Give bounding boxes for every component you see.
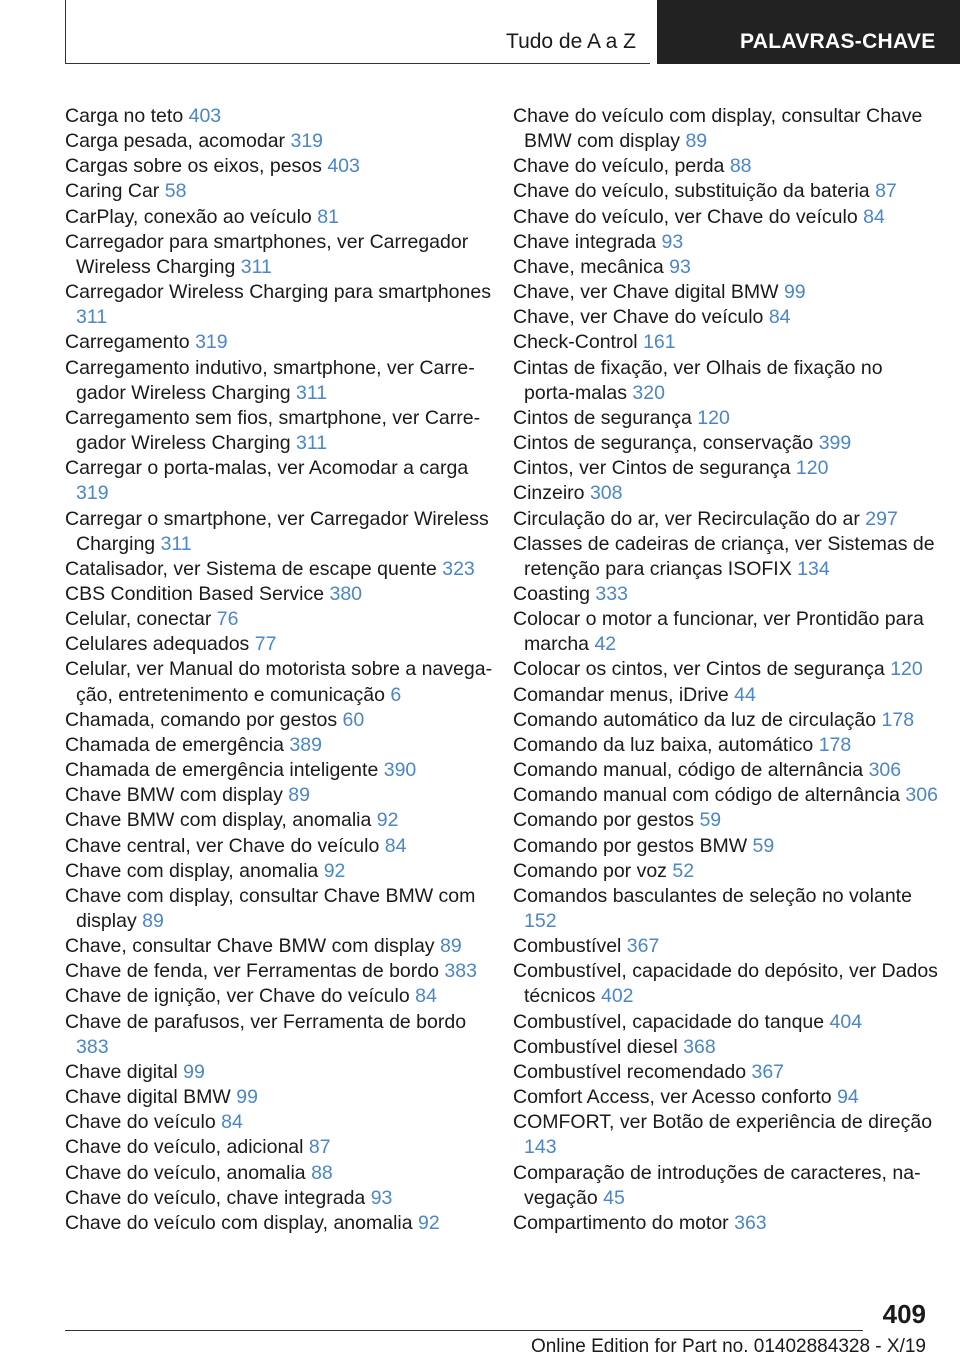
index-entry xyxy=(513,330,938,355)
index-term: Colocar o motor a funcionar, ver Prontidão para marcha xyxy=(513,608,924,656)
page-number: 409 xyxy=(882,1299,926,1329)
page-reference-link[interactable]: 306 xyxy=(868,759,902,782)
index-entry xyxy=(513,934,938,959)
page-reference-link[interactable]: 323 xyxy=(442,557,475,580)
index-entry xyxy=(65,657,495,707)
index-entry xyxy=(513,683,938,708)
index-entry xyxy=(65,129,495,154)
index-entry xyxy=(513,356,938,406)
index-entry xyxy=(65,1135,495,1160)
index-term: Comando manual, código de alternância xyxy=(513,759,864,782)
index-entry xyxy=(65,783,495,808)
section-title: Tudo de A a Z xyxy=(506,30,636,53)
index-term: Cargas sobre os eixos, pesos xyxy=(65,155,322,178)
page-reference-link[interactable]: 383 xyxy=(76,1035,109,1058)
index-entry xyxy=(65,808,495,833)
index-entry xyxy=(65,154,495,179)
index-entry xyxy=(513,154,938,179)
index-term: Comando automático da luz de circulação xyxy=(513,708,877,731)
index-entry xyxy=(513,1211,938,1236)
page-reference-link[interactable]: 6 xyxy=(390,683,402,706)
index-entry xyxy=(65,1161,495,1186)
index-term: Cintos de segurança xyxy=(513,406,692,429)
page-reference-link[interactable]: 319 xyxy=(76,482,109,505)
index-entry xyxy=(65,834,495,859)
page-reference-link[interactable]: 389 xyxy=(289,733,322,756)
page-reference-link[interactable]: 84 xyxy=(768,306,791,329)
page-reference-link[interactable]: 89 xyxy=(685,130,708,153)
page-reference-link[interactable]: 320 xyxy=(632,381,665,404)
page-reference-link[interactable]: 93 xyxy=(661,230,684,253)
index-term: Chave, consultar Chave BMW com display xyxy=(65,935,435,958)
index-entry xyxy=(513,532,938,582)
index-entry xyxy=(513,708,938,733)
page-reference-link[interactable]: 403 xyxy=(188,105,222,127)
index-term: Combustível xyxy=(513,935,622,958)
index-term: Cintos de segurança, conservação xyxy=(513,432,814,455)
index-entry xyxy=(65,959,495,984)
page-reference-link[interactable]: 306 xyxy=(905,784,938,807)
index-entry xyxy=(65,1211,495,1236)
page-reference-link[interactable]: 308 xyxy=(589,482,623,505)
index-term: Carregamento sem fios, smartphone, ver Carregador Wireless Charging xyxy=(65,406,481,455)
index-entry xyxy=(513,733,938,758)
index-term: Chave, ver Chave do veículo xyxy=(513,306,764,329)
index-term: Celular, conectar xyxy=(65,608,212,631)
index-entry xyxy=(513,959,938,1009)
index-entry xyxy=(513,1085,938,1110)
index-term: Circulação do ar, ver Recirculação do ar xyxy=(513,507,860,530)
index-term: Chave do veículo com display, consultar Chave BMW com display xyxy=(513,105,923,153)
index-entry xyxy=(65,179,495,204)
index-term: Chave com display, anomalia xyxy=(65,859,319,882)
page-reference-link[interactable]: 84 xyxy=(863,205,885,228)
index-term: Chave do veículo, chave integrada xyxy=(65,1186,366,1209)
index-term: Chamada de emergência xyxy=(65,733,284,756)
page-reference-link[interactable]: 44 xyxy=(734,683,756,706)
index-term: Carga pesada, acomodar xyxy=(65,130,286,153)
page-reference-link[interactable]: 89 xyxy=(288,784,310,807)
page-reference-link[interactable]: 311 xyxy=(296,381,328,404)
index-term: Comando da luz baixa, automático xyxy=(513,733,814,756)
page-reference-link[interactable]: 99 xyxy=(236,1086,258,1109)
index-term: Combustível diesel xyxy=(513,1035,678,1058)
page-reference-link[interactable]: 178 xyxy=(881,708,915,731)
index-term: Chave de ignição, ver Chave do veículo xyxy=(65,985,410,1008)
index-entry xyxy=(513,834,938,859)
index-term: Combustível recomendado xyxy=(513,1060,747,1083)
index-entry xyxy=(65,758,495,783)
index-entry xyxy=(65,1060,495,1085)
page-reference-link[interactable]: 92 xyxy=(418,1211,440,1234)
index-entry xyxy=(513,481,938,506)
index-entry xyxy=(513,179,938,204)
page-reference-link[interactable]: 60 xyxy=(342,708,365,731)
page-reference-link[interactable]: 81 xyxy=(317,205,339,228)
index-term: Cintos, ver Cintos de segurança xyxy=(513,457,791,480)
index-term: Chave digital BMW xyxy=(65,1086,231,1109)
page-reference-link[interactable]: 84 xyxy=(384,834,407,857)
index-term: Combustível, capacidade do depósito, ver Dados técnicos xyxy=(513,960,938,1008)
index-term: COMFORT, ver Botão de experiência de direção xyxy=(513,1111,933,1134)
index-term: Carregamento xyxy=(65,331,190,354)
index-entry xyxy=(65,406,495,456)
page-header xyxy=(0,0,960,66)
page-reference-link[interactable]: 363 xyxy=(734,1211,767,1234)
page-reference-link[interactable]: 368 xyxy=(683,1035,716,1058)
index-term: Carregamento indutivo, smartphone, ver Carregador Wireless Charging xyxy=(65,356,475,404)
page-reference-link[interactable]: 93 xyxy=(669,255,691,278)
index-entry xyxy=(65,607,495,632)
chapter-tab-label: PALAVRAS-CHAVE xyxy=(740,30,936,53)
index-entry xyxy=(513,1010,938,1035)
index-term: Caring Car xyxy=(65,180,160,203)
index-entry xyxy=(513,305,938,330)
page-reference-link[interactable]: 311 xyxy=(296,432,328,455)
index-term: Catalisador, ver Sistema de escape quente xyxy=(65,557,437,580)
index-term: Carregar o porta-malas, ver Acomodar a carga xyxy=(65,457,469,480)
index-term: Chave do veículo, perda xyxy=(513,155,725,178)
index-term: Chave BMW com display, anomalia xyxy=(65,809,372,832)
page-reference-link[interactable]: 87 xyxy=(875,180,897,203)
page-reference-link[interactable]: 319 xyxy=(195,331,228,354)
index-term: Compartimento do motor xyxy=(513,1211,729,1234)
index-term: Classes de cadeiras de criança, ver Sistemas de retenção para crianças ISOFIX xyxy=(513,532,935,580)
chapter-tab xyxy=(657,0,960,64)
index-term: Celular, ver Manual do motorista sobre a navegação, entretenimento e comunicação xyxy=(65,658,493,706)
index-term: Carregador Wireless Charging para smartphones xyxy=(65,281,491,304)
index-term: Comfort Access, ver Acesso conforto xyxy=(513,1086,832,1109)
index-term: Chave de parafusos, ver Ferramenta de bordo xyxy=(65,1010,467,1033)
index-term: Carregar o smartphone, ver Carregador Wireless Charging xyxy=(65,507,489,555)
index-entry xyxy=(65,456,495,506)
page-reference-link[interactable]: 52 xyxy=(672,859,695,882)
index-term: Chamada de emergência inteligente xyxy=(65,759,379,782)
index-entry xyxy=(513,884,938,934)
index-entry xyxy=(513,657,938,682)
index-entry xyxy=(513,1161,938,1211)
index-term: Check-Control xyxy=(513,331,638,354)
index-entry xyxy=(65,859,495,884)
index-entry xyxy=(65,934,495,959)
index-term: Comando por gestos xyxy=(513,809,695,832)
index-term: Carregador para smartphones, ver Carregador Wireless Charging xyxy=(65,230,469,278)
page-reference-link[interactable]: 77 xyxy=(254,633,277,656)
index-term: Chave do veículo com display, anomalia xyxy=(65,1211,413,1234)
page-reference-link[interactable]: 152 xyxy=(524,910,557,932)
index-term: Chave BMW com display xyxy=(65,784,283,807)
index-entry xyxy=(65,1010,495,1060)
index-term: Carga no teto xyxy=(65,105,184,127)
index-term: Coasting xyxy=(513,582,590,605)
index-term: Colocar os cintos, ver Cintos de segurança xyxy=(513,658,885,681)
index-term: CBS Condition Based Service xyxy=(65,582,325,605)
index-entry xyxy=(513,859,938,884)
index-term: Comando por gestos BMW xyxy=(513,834,748,857)
index-column-right xyxy=(513,104,938,1236)
page-reference-link[interactable]: 92 xyxy=(323,859,346,882)
header-divider-horizontal xyxy=(65,63,650,64)
page-reference-link[interactable]: 89 xyxy=(439,935,462,958)
page-reference-link[interactable]: 367 xyxy=(626,935,660,958)
page-reference-link[interactable]: 161 xyxy=(643,331,676,354)
page-reference-link[interactable]: 58 xyxy=(164,180,187,203)
page-reference-link[interactable]: 93 xyxy=(370,1186,393,1209)
header-divider-vertical xyxy=(65,0,66,64)
page-reference-link[interactable]: 311 xyxy=(240,255,272,278)
index-term: Chave com display, consultar Chave BMW com display xyxy=(65,884,476,932)
page-reference-link[interactable]: 380 xyxy=(329,582,363,605)
index-term: Chave do veículo, anomalia xyxy=(65,1161,306,1184)
page-reference-link[interactable]: 42 xyxy=(594,633,617,656)
page-reference-link[interactable]: 87 xyxy=(308,1136,331,1159)
index-term: Combustível, capacidade do tanque xyxy=(513,1010,825,1033)
index-term: Chamada, comando por gestos xyxy=(65,708,338,731)
page-reference-link[interactable]: 319 xyxy=(290,130,324,153)
page-reference-link[interactable]: 383 xyxy=(444,960,477,983)
index-entry xyxy=(65,582,495,607)
page-reference-link[interactable]: 178 xyxy=(818,733,852,756)
index-entry xyxy=(513,607,938,657)
page-reference-link[interactable]: 59 xyxy=(699,809,722,832)
index-entry xyxy=(513,1035,938,1060)
index-entry xyxy=(513,758,938,783)
index-entry xyxy=(65,632,495,657)
index-entry xyxy=(65,557,495,582)
page-reference-link[interactable]: 94 xyxy=(837,1086,859,1109)
index-entry xyxy=(65,507,495,557)
page-reference-link[interactable]: 88 xyxy=(311,1161,333,1184)
page-reference-link[interactable]: 99 xyxy=(183,1060,205,1083)
index-entry xyxy=(65,356,495,406)
index-term: Chave central, ver Chave do veículo xyxy=(65,834,380,857)
page-reference-link[interactable]: 134 xyxy=(797,557,830,580)
page-reference-link[interactable]: 367 xyxy=(751,1060,785,1083)
index-entry xyxy=(65,708,495,733)
page-reference-link[interactable]: 399 xyxy=(818,432,852,455)
page-reference-link[interactable]: 59 xyxy=(752,834,775,857)
page-reference-link[interactable]: 297 xyxy=(865,507,898,530)
index-entry xyxy=(513,205,938,230)
index-entry xyxy=(65,984,495,1009)
index-entry xyxy=(513,507,938,532)
page-reference-link[interactable]: 404 xyxy=(829,1010,863,1033)
page-reference-link[interactable]: 92 xyxy=(376,809,399,832)
index-term: Comando por voz xyxy=(513,859,667,882)
index-term: Comparação de introduções de caracteres, navegação xyxy=(513,1161,921,1209)
page-reference-link[interactable]: 76 xyxy=(216,608,239,631)
index-entry xyxy=(513,230,938,255)
index-entry xyxy=(65,205,495,230)
index-entry xyxy=(513,104,938,154)
footer-edition-text: Online Edition for Part no. 01402884328 - X/19 xyxy=(530,1336,926,1357)
page-reference-link[interactable]: 120 xyxy=(890,658,923,681)
index-entry xyxy=(513,1110,938,1160)
index-entry xyxy=(65,884,495,934)
page-reference-link[interactable]: 143 xyxy=(524,1136,557,1159)
page-reference-link[interactable]: 333 xyxy=(595,582,628,605)
page-reference-link[interactable]: 84 xyxy=(221,1111,243,1134)
index-entry xyxy=(65,280,495,330)
index-term: Chave integrada xyxy=(513,230,657,253)
index-term: Comandos basculantes de seleção no volante xyxy=(513,884,912,907)
page-reference-link[interactable]: 311 xyxy=(76,306,108,329)
page-reference-link[interactable]: 99 xyxy=(783,281,806,304)
page-reference-link[interactable]: 88 xyxy=(729,155,752,178)
index-entry xyxy=(65,733,495,758)
index-entry xyxy=(513,808,938,833)
index-entry xyxy=(513,1060,938,1085)
index-entry xyxy=(513,783,938,808)
page-reference-link[interactable]: 89 xyxy=(142,910,164,932)
index-term: Cintas de fixação, ver Olhais de fixação no porta-malas xyxy=(513,356,883,404)
index-entry xyxy=(65,1085,495,1110)
index-term: Chave digital xyxy=(65,1060,178,1083)
page-reference-link[interactable]: 311 xyxy=(160,532,192,555)
index-term: Chave de fenda, ver Ferramentas de bordo xyxy=(65,960,439,983)
page-reference-link[interactable]: 402 xyxy=(600,985,634,1008)
footer-divider xyxy=(65,1330,863,1331)
page-reference-link[interactable]: 403 xyxy=(327,155,360,178)
index-entry xyxy=(513,280,938,305)
page-reference-link[interactable]: 120 xyxy=(697,406,730,429)
index-term: Chave do veículo xyxy=(65,1111,216,1134)
index-term: Celulares adequados xyxy=(65,633,250,656)
index-entry xyxy=(65,230,495,280)
index-term: Cinzeiro xyxy=(513,482,585,505)
index-entry xyxy=(513,431,938,456)
index-entry xyxy=(65,1110,495,1135)
page-reference-link[interactable]: 390 xyxy=(383,759,417,782)
index-entry xyxy=(65,1186,495,1211)
index-entry xyxy=(513,582,938,607)
index-entry xyxy=(513,255,938,280)
index-term: Comandar menus, iDrive xyxy=(513,683,729,706)
index-term: Chave, mecânica xyxy=(513,255,664,278)
index-entry xyxy=(513,406,938,431)
index-entry xyxy=(65,330,495,355)
page-reference-link[interactable]: 45 xyxy=(603,1186,625,1209)
index-column-left xyxy=(65,104,495,1236)
page-reference-link[interactable]: 84 xyxy=(415,985,437,1008)
page-reference-link[interactable]: 120 xyxy=(795,457,829,480)
index-entry xyxy=(513,456,938,481)
index-term: Chave, ver Chave digital BMW xyxy=(513,281,779,304)
index-term: Chave do veículo, adicional xyxy=(65,1136,304,1159)
index-term: Chave do veículo, substituição da bateria xyxy=(513,180,870,203)
index-entry xyxy=(65,104,495,129)
index-term: CarPlay, conexão ao veículo xyxy=(65,205,312,228)
index-term: Comando manual com código de alternância xyxy=(513,784,900,807)
index-term: Chave do veículo, ver Chave do veículo xyxy=(513,205,858,228)
